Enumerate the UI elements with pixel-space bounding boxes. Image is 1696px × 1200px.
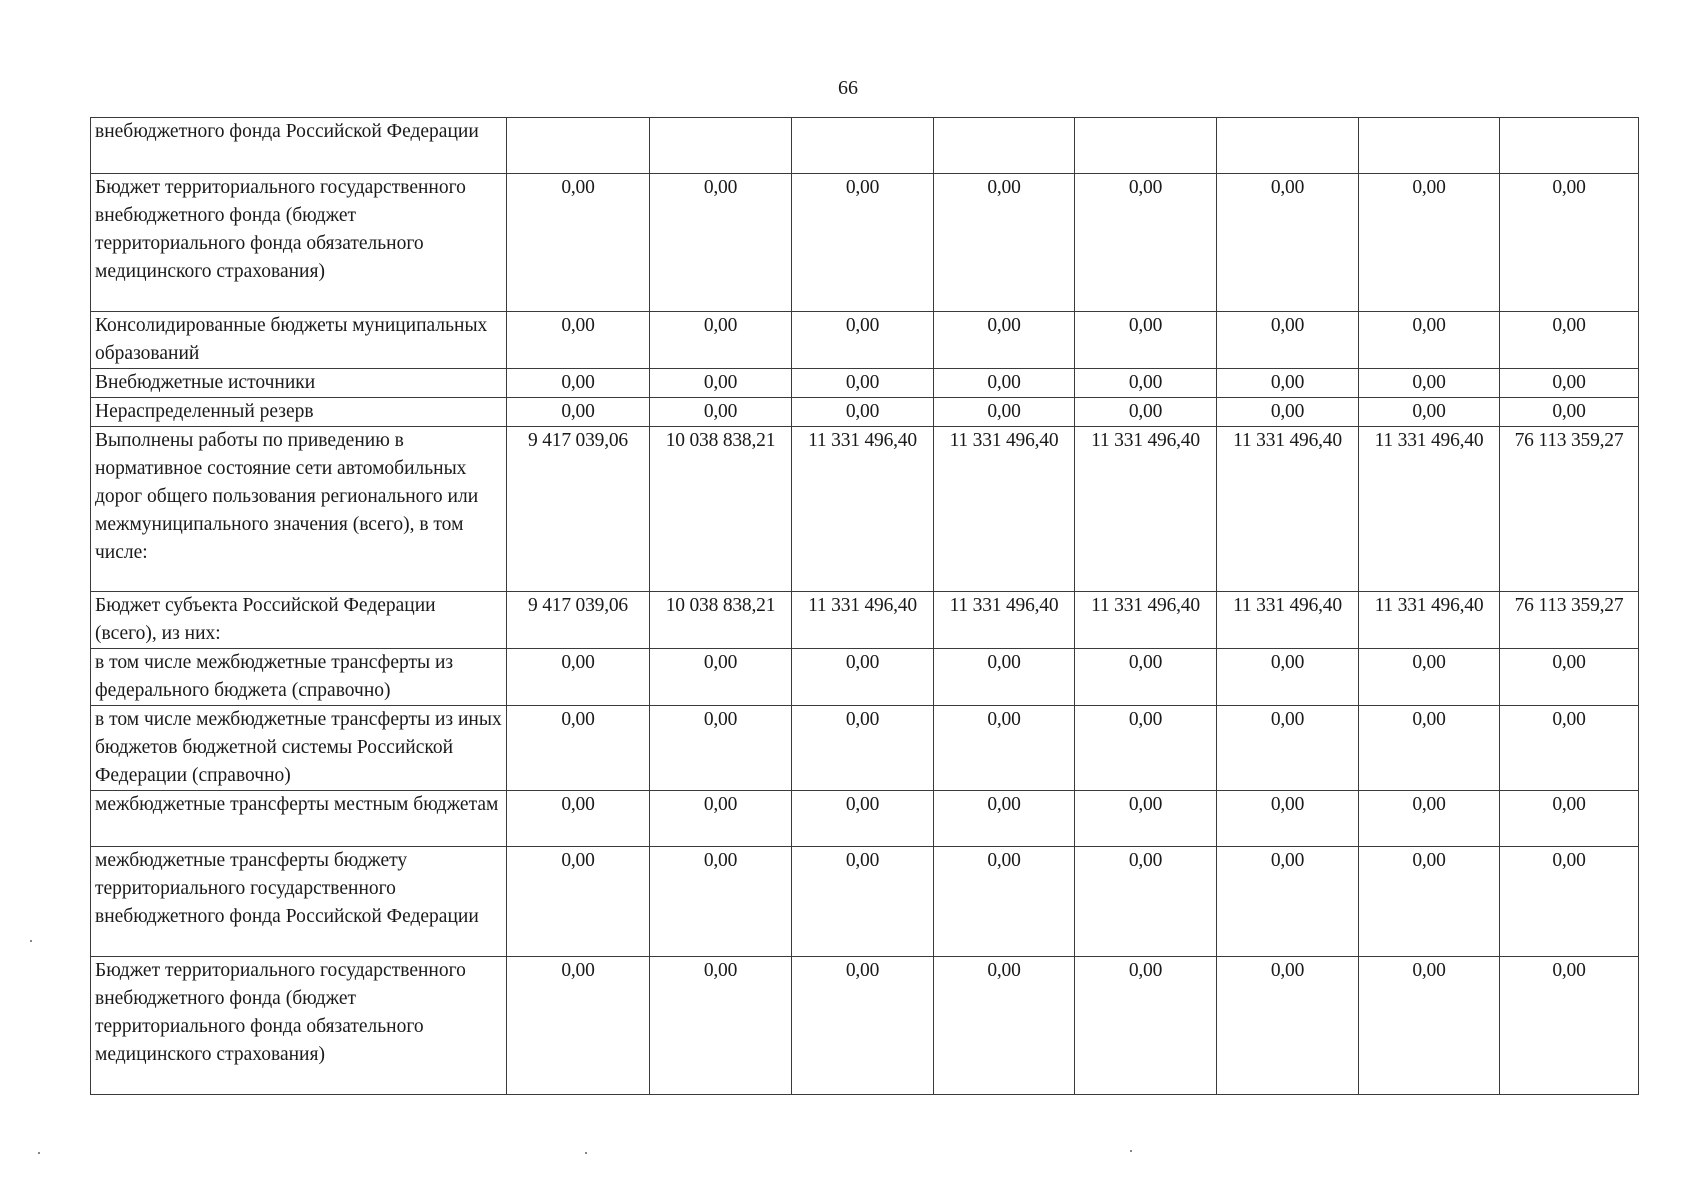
table-row [91,398,1639,427]
value-cell [934,118,1075,174]
row-label: Нераспределенный резерв [91,398,507,427]
value-cell: 9 417 039,06 [507,592,650,649]
value-cell: 0,00 [650,649,792,706]
value-cell: 0,00 [792,174,934,312]
value-cell: 0,00 [650,312,792,369]
value-cell: 10 038 838,21 [650,592,792,649]
table-row [91,427,1639,592]
value-cell [1359,118,1500,174]
value-cell: 76 113 359,27 [1500,427,1639,592]
value-cell: 0,00 [1359,369,1500,398]
value-cell: 0,00 [1217,706,1359,791]
value-cell [1217,118,1359,174]
value-cell: 0,00 [1217,957,1359,1095]
value-cell: 9 417 039,06 [507,427,650,592]
row-label: Бюджет субъекта Российской Федерации (всего), из них: [91,592,507,649]
row-label: в том числе межбюджетные трансферты из иных бюджетов бюджетной системы Российской Федерации (справочно) [91,706,507,791]
value-cell: 11 331 496,40 [1359,427,1500,592]
value-cell: 0,00 [650,369,792,398]
table-row [91,706,1639,791]
value-cell: 0,00 [650,791,792,847]
table-row [91,847,1639,957]
value-cell: 0,00 [1217,398,1359,427]
value-cell: 0,00 [1500,957,1639,1095]
row-label: Бюджет территориального государственного внебюджетного фонда (бюджет территориального фонда обязательного медицинского страхования) [91,957,507,1095]
value-cell: 0,00 [507,706,650,791]
value-cell: 0,00 [1359,649,1500,706]
value-cell: 0,00 [1217,649,1359,706]
value-cell: 0,00 [1075,398,1217,427]
value-cell: 0,00 [650,847,792,957]
value-cell: 0,00 [1359,847,1500,957]
value-cell: 0,00 [792,312,934,369]
value-cell: 0,00 [934,174,1075,312]
value-cell: 11 331 496,40 [1217,592,1359,649]
value-cell: 0,00 [792,847,934,957]
value-cell: 0,00 [792,398,934,427]
value-cell: 0,00 [1500,174,1639,312]
value-cell: 0,00 [792,649,934,706]
value-cell: 0,00 [1359,174,1500,312]
scan-speck [30,940,32,942]
value-cell: 0,00 [507,398,650,427]
value-cell: 11 331 496,40 [792,427,934,592]
page-number: 66 [838,77,858,99]
value-cell [1500,118,1639,174]
value-cell: 11 331 496,40 [1075,592,1217,649]
value-cell: 0,00 [507,312,650,369]
value-cell: 0,00 [934,706,1075,791]
value-cell: 11 331 496,40 [934,427,1075,592]
table-row [91,312,1639,369]
value-cell: 0,00 [1217,369,1359,398]
row-label: Выполнены работы по приведению в нормативное состояние сети автомобильных дорог общего пользования регионального или межмуниципального значения (всего), в том числе: [91,427,507,592]
value-cell: 0,00 [1217,174,1359,312]
scan-speck [585,1152,587,1154]
value-cell [792,118,934,174]
value-cell: 0,00 [650,398,792,427]
row-label: межбюджетные трансферты местным бюджетам [91,791,507,847]
row-label: Бюджет территориального государственного внебюджетного фонда (бюджет территориального фонда обязательного медицинского страхования) [91,174,507,312]
value-cell: 0,00 [1500,649,1639,706]
scan-speck [1130,1150,1132,1152]
row-label: внебюджетного фонда Российской Федерации [91,118,507,174]
value-cell: 0,00 [1500,312,1639,369]
value-cell [507,118,650,174]
value-cell: 0,00 [1075,791,1217,847]
value-cell: 0,00 [934,369,1075,398]
value-cell: 10 038 838,21 [650,427,792,592]
scan-speck [38,1152,40,1154]
value-cell: 0,00 [1359,398,1500,427]
row-label: Консолидированные бюджеты муниципальных образований [91,312,507,369]
table-row [91,592,1639,649]
value-cell: 0,00 [507,649,650,706]
row-label: Внебюджетные источники [91,369,507,398]
value-cell: 0,00 [934,791,1075,847]
value-cell: 0,00 [792,791,934,847]
value-cell: 0,00 [1075,312,1217,369]
value-cell: 0,00 [1075,369,1217,398]
table-row [91,369,1639,398]
value-cell: 76 113 359,27 [1500,592,1639,649]
value-cell: 0,00 [1075,649,1217,706]
value-cell: 11 331 496,40 [1075,427,1217,592]
value-cell: 0,00 [792,957,934,1095]
value-cell: 11 331 496,40 [934,592,1075,649]
row-label: межбюджетные трансферты бюджету территориального государственного внебюджетного фонда Российской Федерации [91,847,507,957]
table-row [91,118,1639,174]
value-cell: 0,00 [1075,957,1217,1095]
value-cell: 0,00 [1500,791,1639,847]
value-cell: 11 331 496,40 [792,592,934,649]
value-cell: 0,00 [650,957,792,1095]
value-cell: 0,00 [1075,847,1217,957]
table-row [91,649,1639,706]
budget-table [90,117,1639,1095]
value-cell: 0,00 [507,847,650,957]
value-cell: 0,00 [792,369,934,398]
value-cell: 0,00 [934,847,1075,957]
value-cell: 0,00 [1359,706,1500,791]
value-cell: 0,00 [1217,791,1359,847]
value-cell: 0,00 [1359,957,1500,1095]
value-cell: 0,00 [650,174,792,312]
value-cell: 0,00 [1500,847,1639,957]
value-cell: 11 331 496,40 [1359,592,1500,649]
value-cell: 0,00 [1500,706,1639,791]
value-cell [1075,118,1217,174]
value-cell: 0,00 [1217,312,1359,369]
value-cell: 0,00 [934,312,1075,369]
row-label: в том числе межбюджетные трансферты из федерального бюджета (справочно) [91,649,507,706]
table-row [91,174,1639,312]
table-row [91,957,1639,1095]
value-cell: 0,00 [650,706,792,791]
value-cell: 0,00 [1359,791,1500,847]
value-cell [650,118,792,174]
value-cell: 0,00 [507,957,650,1095]
value-cell: 0,00 [1500,369,1639,398]
value-cell: 0,00 [1359,312,1500,369]
value-cell: 0,00 [507,174,650,312]
value-cell: 0,00 [507,369,650,398]
value-cell: 0,00 [1500,398,1639,427]
value-cell: 0,00 [1075,174,1217,312]
value-cell: 0,00 [1075,706,1217,791]
table-body [91,118,1639,1095]
value-cell: 0,00 [934,957,1075,1095]
value-cell: 0,00 [792,706,934,791]
table-row [91,791,1639,847]
value-cell: 0,00 [934,649,1075,706]
value-cell: 0,00 [507,791,650,847]
value-cell: 11 331 496,40 [1217,427,1359,592]
value-cell: 0,00 [1217,847,1359,957]
value-cell: 0,00 [934,398,1075,427]
